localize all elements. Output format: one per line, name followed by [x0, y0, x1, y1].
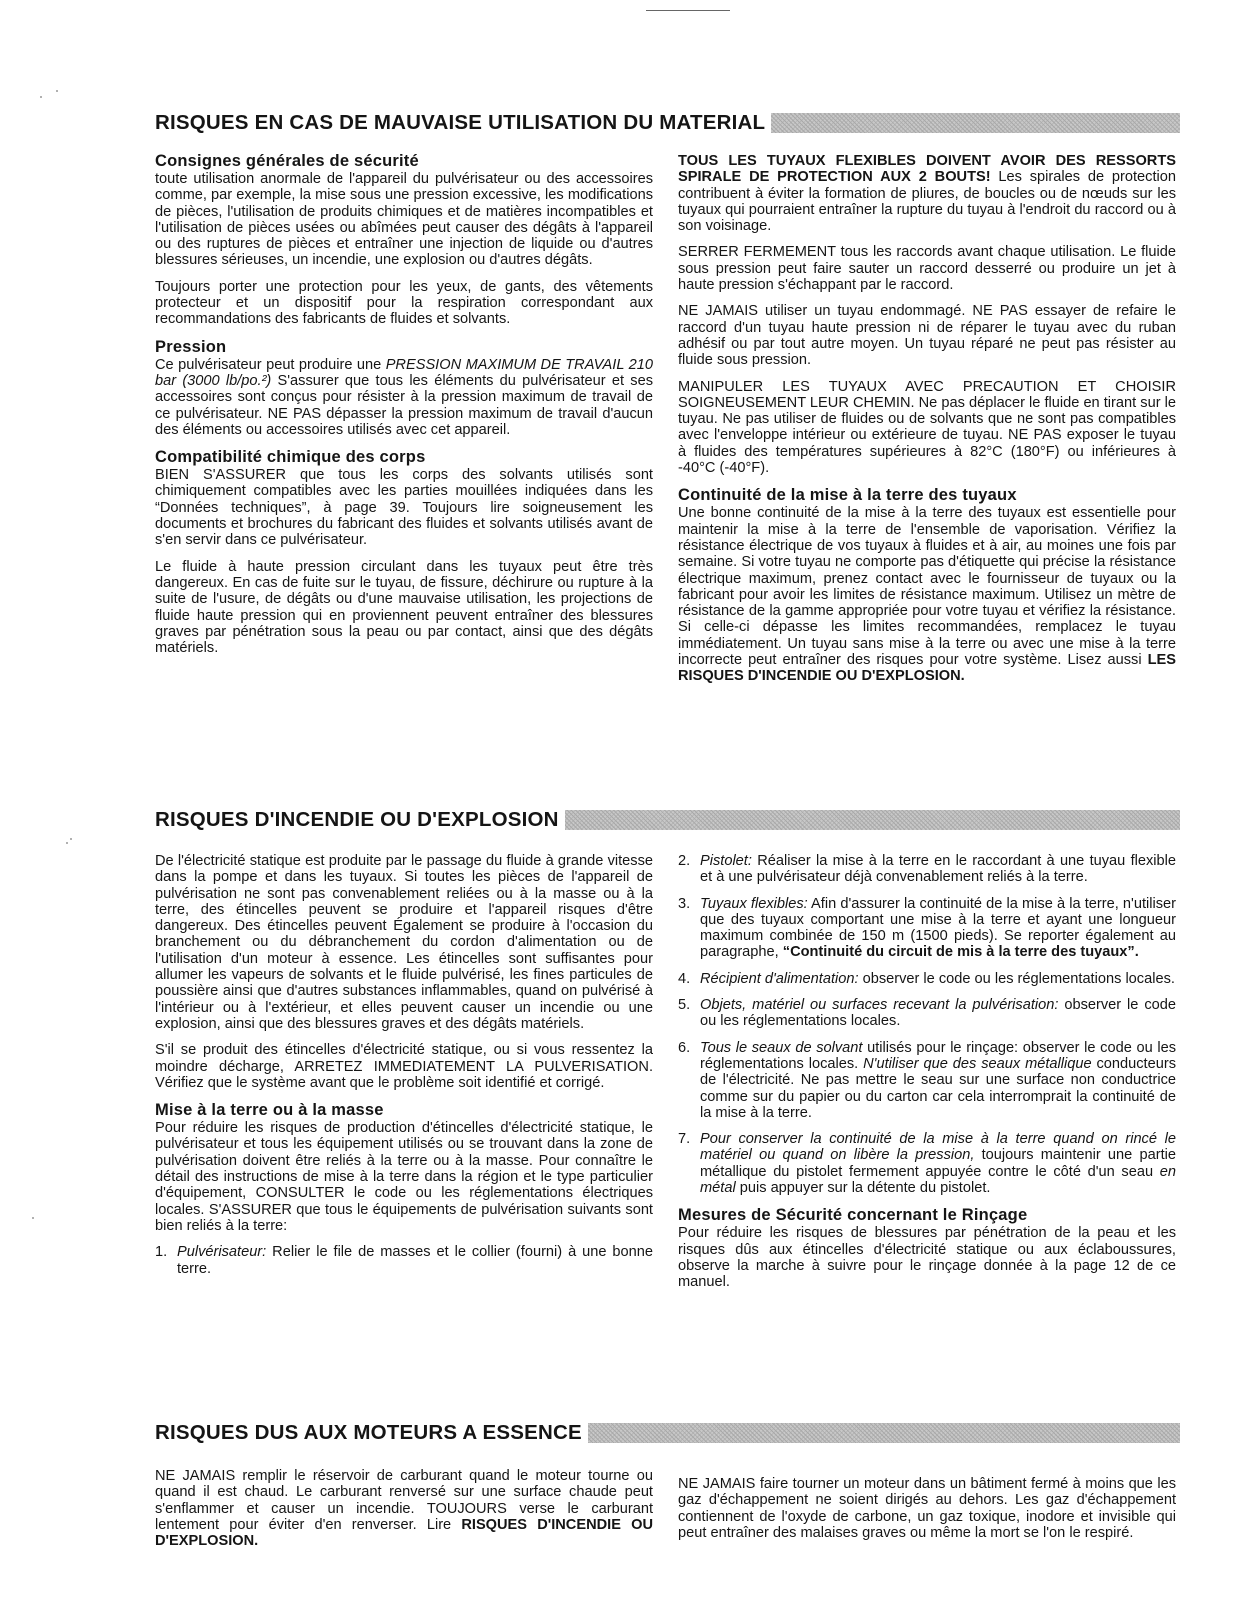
list-item: 6. Tous le seaux de solvant utilisés pour le rinçage: observer le code ou les réglementations locales. N'utiliser que des seaux métallique conducteurs de l'électricité. Ne pas mettre le seau sur une surface non conductrice comme sur du papier ou du carton car cela interromprait la continuité de la mise à la terre.: [678, 1039, 1176, 1121]
heading-pressure: Pression: [155, 337, 227, 356]
para-fuel: NE JAMAIS remplir le réservoir de carburant quand le moteur tourne ou quand il est chaud. Le carburant renversé sur une surface chaude peut s'enflammer et causer un incendie. TOUJOURS verse le carburant lentement pour éviter d'en renverser. Lire RISQUES D'INCENDIE OU D'EXPLOSION.: [155, 1468, 653, 1550]
para-flushing: Pour réduire les risques de blessures par pénétration de la peau et les risques dûs aux étincelles d'électricité statique ou aux éclaboussures, observe la marche à suivre pour le rinçage donnée à la page 12 de ce manuel.: [678, 1225, 1176, 1291]
para-general-safety: toute utilisation anormale de l'appareil du pulvérisateur ou des accessoires comme, par exemple, la mise sous une pression excessive, les modifications de pièces, l'utilisation de produits chimiques et de matières incompatibles et l'utilisation de pièces usées ou abîmées peut causer des dégâts à l'appareil ou des ruptures de pièces et entraîner une injection de liquide ou d'autres blessures sérieuses, un incendie, une explosion ou d'autres dégâts.: [155, 171, 653, 269]
section-fire-header: [155, 807, 1180, 833]
section-shading: [588, 1423, 1180, 1443]
section-title: RISQUES EN CAS DE MAUVAISE UTILISATION DU MATERIAL: [155, 111, 766, 134]
para-ground-continuity: Une bonne continuité de la mise à la terre des tuyaux est essentielle pour maintenir la mise à la terre de l'ensemble de vaporisation. Vérifiez la résistance électrique de vos tuyaux à fluides et à air, au moines une fois par semaine. Si votre tuyau ne comporte pas d'étiquette qui précise la résistance électrique maximum, prenez contact avec le fournisseur de tuyaux ou la fabricant pour avoir les limites de résistance maximum. Utilisez un mètre de résistance de la gamme appropriée pour votre tuyau et vérifiez la résistance. Si celle-ci dépasse les limites recommandées, remplacez le tuyau immédiatement. Un tuyau sans mise à la terre ou avec une mise à la terre incorrecte peut entraîner des risques pour votre système. Lisez aussi LES RISQUES D'INCENDIE OU D'EXPLOSION.: [678, 505, 1176, 685]
section-title: RISQUES D'INCENDIE OU D'EXPLOSION: [155, 808, 559, 831]
para-never-damaged: NE JAMAIS utiliser un tuyau endommagé. NE PAS essayer de refaire le raccord d'un tuyau haute pression ni de réparer le tuyau avec du ruban adhésif ou par tout autre moyen. Un tuyau réparé ne peut pas résister au fluide sous pression.: [678, 303, 1176, 369]
list-item: 1. Pulvérisateur: Relier le file de masses et le collier (fourni) à une bonne terre.: [155, 1244, 653, 1277]
heading-flushing: Mesures de Sécurité concernant le Rinçage: [678, 1206, 1028, 1225]
para-protection: Toujours porter une protection pour les yeux, de gants, des vêtements protecteur et un dispositif pour la respiration correspondant aux recommandations des fabricants de fluides et solvants.: [155, 278, 653, 328]
section-title: RISQUES DUS AUX MOTEURS A ESSENCE: [155, 1421, 582, 1444]
list-item: 2. Pistolet: Réaliser la mise à la terre en le raccordant à une tuyau flexible et à une pulvérisateur déjà convenablement reliés à la terre.: [678, 853, 1176, 886]
scan-speck: [32, 1217, 34, 1219]
list-item: 7. Pour conserver la continuité de la mise à la terre quand on rincé le matériel ou quand on libère la pression, toujours maintenir une partie métallique du pistolet fermement appuyée contre le côté d'un seau en métal puis appuyer sur la détente du pistolet.: [678, 1131, 1176, 1197]
section-misuse-header: [155, 110, 1180, 136]
grounding-list-continued: [678, 853, 1176, 1196]
fire-left-column: [155, 853, 653, 1287]
list-item: 3. Tuyaux flexibles: Afin d'assurer la continuité de la mise à la terre, n'utiliser que des tuyaux comportant une mise à la terre et ayant une longueur maximum combinée de 150 m (1500 pieds). Se reporter également au paragraphe, “Continuité du circuit de mis à la terre des tuyaux”.: [678, 895, 1177, 961]
engine-left-column: [155, 1468, 653, 1559]
scan-speck: [66, 842, 68, 844]
para-tighten: SERRER FERMEMENT tous les raccords avant chaque utilisation. Le fluide sous pression peut faire sauter un raccord desserré ou produire un jet à haute pression s'échappant par le raccord.: [678, 244, 1176, 294]
grounding-list: [155, 1244, 653, 1277]
para-handle-hoses: MANIPULER LES TUYAUX AVEC PRECAUTION ET CHOISIR SOIGNEUSEMENT LEUR CHEMIN. Ne pas déplacer le fluide en tirant sur le tuyau. Ne pas utiliser de fluides ou de solvants que ne sont pas compatibles avec l'enveloppe intérieur ou extérieure de tuyau. NE PAS exposer le tuyau à fluides des températures supérieures à 82°C (180°F) ou inférieures à -40°C (-40°F).: [678, 378, 1176, 477]
engine-right-column: [678, 1476, 1176, 1551]
section-shading: [771, 113, 1180, 133]
heading-chemical-compat: Compatibilité chimique des corps: [155, 448, 426, 467]
heading-ground-continuity: Continuité de la mise à la terre des tuyaux: [678, 486, 1017, 505]
misuse-left-column: [155, 150, 653, 666]
misuse-right-column: [678, 153, 1176, 695]
scan-speck: [56, 90, 58, 92]
top-rule: [646, 10, 730, 11]
section-shading: [565, 810, 1180, 830]
heading-general-safety: Consignes générales de sécurité: [155, 152, 419, 170]
para-chemical-compat: BIEN S'ASSURER que tous les corps des solvants utilisés sont chimiquement compatibles avec les parties mouillées indiquées dans les “Données techniques”, à page 39. Toujours lire soigneusement les documents et brochures du fabricant des fluides et solvants utilisés avant de s'en servir dans ce pulvérisateur.: [155, 467, 653, 549]
heading-grounding: Mise à la terre ou à la masse: [155, 1101, 384, 1120]
para-pressure: Ce pulvérisateur peut produire une PRESSION MAXIMUM DE TRAVAIL 210 bar (3000 lb/po.²) S'assurer que tous les éléments du pulvérisateur et ses accessoires sont conçus pour résister à la pression maximum de travail de ce pulvérisateur. NE PAS dépasser la pression maximum de travail d'aucun des éléments ou accessoires utilisés avec cet appareil.: [155, 356, 653, 438]
scan-speck: [70, 838, 72, 840]
list-item: 4. Récipient d'alimentation: observer le code ou les réglementations locales.: [678, 970, 1175, 987]
list-item: 5. Objets, matériel ou surfaces recevant la pulvérisation: observer le code ou les réglementations locales.: [678, 997, 1176, 1030]
para-hoses-springs: TOUS LES TUYAUX FLEXIBLES DOIVENT AVOIR DES RESSORTS SPIRALE DE PROTECTION AUX 2 BOUTS! Les spirales de protection contribuent à éviter la formation de pliures, de boucles ou de nœuds sur les tuyaux qui pourraient entraîner la rupture du tuyau à l'endroit du raccord ou à son voisinage.: [678, 153, 1176, 235]
fire-right-column: [678, 853, 1176, 1301]
para-static: De l'électricité statique est produite par le passage du fluide à grande vitesse dans la pompe et dans les tuyaux. Si toutes les pièces de l'appareil de pulvérisation ne sont pas convenablement reliées ou à la masse ou à la terre, des étincelles peuvent se produire et l'appareil risques d'être dangereux. Des étincelles peuvent Également se produire à l'occasion du branchement ou du débranchement du cordon d'alimentation ou de l'utilisation d'un moteur à essence. Les étincelles sont suffisantes pour allumer les vapeurs de solvants et le fluide pulvérisé, les fines particules de poussière ainsi que d'autres substances inflammables, quand on pulvérisé à l'intérieur ou à l'extérieur, et elles peuvent causer un incendie ou une explosion, ainsi que des blessures graves et des dégâts matériels.: [155, 853, 653, 1032]
scan-speck: [40, 96, 42, 98]
para-high-pressure-fluid: Le fluide à haute pression circulant dans les tuyaux peut être très dangereux. En cas de fuite sur le tuyau, de fissure, déchirure ou rupture à la suite de l'usure, de dégâts ou d'une mauvaise utilisation, les projections de fluide haute pression qui en proviennent peuvent entraîner des blessures graves par pénétration sous la peau ou par contact, ainsi que des dégâts matériels.: [155, 558, 653, 657]
para-exhaust: NE JAMAIS faire tourner un moteur dans un bâtiment fermé à moins que les gaz d'échappement ne soient dirigés au dehors. Les gaz d'échappement contiennent de l'oxyde de carbone, un gaz toxique, inodore et invisible qui peut entraîner des malaises graves ou même la mort se l'on le respiré.: [678, 1476, 1176, 1541]
para-grounding: Pour réduire les risques de production d'étincelles d'électricité statique, le pulvérisateur et tous les équipement utilisés ou se trouvant dans la zone de pulvérisation doivent être reliés à la terre ou à la masse. Pour connaître le détail des instructions de mise à la terre dans la région et le type particulier d'équipement, CONSULTER le code ou les réglementations électriques locales. S'ASSURER que tous le équipements de pulvérisation suivants sont bien reliés à la terre:: [155, 1120, 653, 1234]
para-discharge: S'il se produit des étincelles d'électricité statique, ou si vous ressentez la moindre décharge, ARRETEZ IMMEDIATEMENT LA PULVERISATION. Vérifiez que le système avant que le problème soit identifié et corrigé.: [155, 1042, 653, 1091]
section-engine-header: [155, 1420, 1180, 1446]
